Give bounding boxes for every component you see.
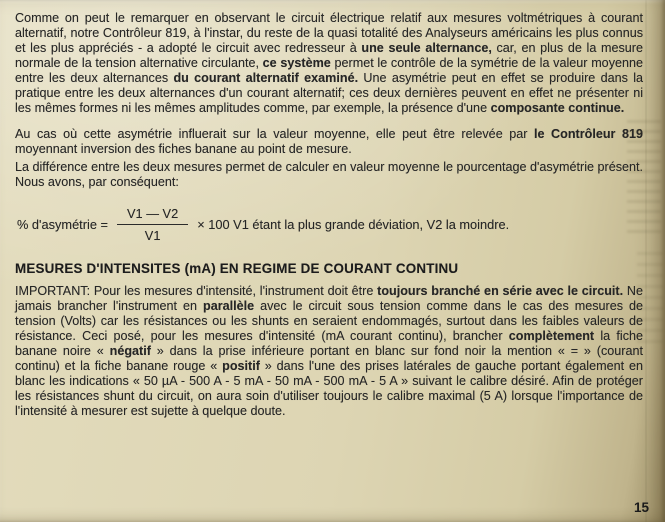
- text-segment-bold: ce système: [262, 56, 331, 70]
- formula-lhs: % d'asymétrie =: [17, 217, 108, 232]
- text-segment-bold: le Contrôleur 819: [534, 127, 643, 141]
- text-segment: » dans la prise inférieure portant en blanc sur fond noir la mention « = » (courant continu) et la fiche banane rouge «: [15, 344, 643, 373]
- text-segment: car, en plus de la mesure normale de la tension alternative circulante,: [15, 41, 644, 70]
- text-segment: Ne jamais brancher l'instrument en: [15, 284, 643, 313]
- text-segment-bold: une seule alternance,: [361, 41, 492, 55]
- text-segment: Au cas où cette asymétrie influerait sur la valeur moyenne, elle peut être relevée par: [15, 127, 534, 141]
- page-crease: [645, 0, 647, 522]
- text-segment-bold: négatif: [109, 344, 151, 358]
- text-segment: la fiche banane noire «: [15, 329, 644, 358]
- text-segment: Comme on peut le remarquer en observant le circuit électrique relatif aux mesures voltmétriques à courant alternatif, notre Contrôleur 819, à l'instar, du reste de la quasi totalité des Analyseurs américains les plus connus et les plus appréciés - a adopté le circuit avec redresseur à: [15, 11, 643, 55]
- text-segment: IMPORTANT: Pour les mesures d'intensité, l'instrument doit être: [15, 284, 378, 298]
- text-segment: avec le circuit sous tension comme dans le cas des mesures de tension (Volts) car les résistances ou les shunts en seraient endommagés, surtout dans les faibles valeurs de résistance. Ceci posé, pour les mesures d'intensité (mA courant continu), brancher: [15, 299, 643, 343]
- text-segment: permet le contrôle de la symétrie de la valeur moyenne entre les deux alternances: [15, 56, 644, 85]
- text-segment: La différence entre les deux mesures permet de calculer en valeur moyenne le pourcentage d'asymétrie présent. Nous avons, par conséquent:: [15, 160, 644, 189]
- asymmetry-formula: [17, 206, 643, 243]
- text-segment: moyennant inversion des fiches banane au point de mesure.: [15, 142, 352, 156]
- text-segment-bold: toujours branché en série avec le circuit.: [377, 284, 624, 298]
- paragraph-important-dc-current: [15, 284, 643, 419]
- formula-fraction: [117, 206, 188, 243]
- page-content: [15, 11, 643, 419]
- text-segment-bold: parallèle: [203, 299, 255, 313]
- section-heading: MESURES D'INTENSITES (mA) EN REGIME DE COURANT CONTINU: [15, 261, 459, 276]
- text-segment-bold: composante continue.: [490, 101, 625, 115]
- paragraph-difference: [15, 160, 643, 190]
- text-segment: » dans l'une des prises latérales de gauche portant également en blanc les indications « 50 µA - 500 A - 5 mA - 50 mA - 500 mA - 5 A » suivant le calibre désiré. Afin de protéger les résistances shunt du circuit, on aura soin d'utiliser toujours le calibre maximal (5 A) lorsque l'importance de l'intensité à mesurer est sujette à quelque doute.: [15, 359, 643, 418]
- page-number: 15: [633, 500, 649, 515]
- text-segment-bold: positif: [222, 359, 260, 373]
- formula-rhs: × 100 V1 étant la plus grande déviation, V2 la moindre.: [197, 217, 510, 232]
- formula-numerator: V1 — V2: [117, 206, 188, 225]
- text-segment-bold: du courant alternatif examiné.: [173, 71, 359, 85]
- text-segment: Une asymétrie peut en effet se produire dans la pratique entre les deux alternances d'un courant alternatif; ces deux dernières peuvent en effet ne présenter ni les mêmes formes ni les mêmes amplitudes comme, par exemple, la présence d'une: [15, 71, 644, 115]
- paragraph-asymmetry-reading: [15, 127, 643, 157]
- formula-denominator: V1: [144, 228, 161, 243]
- text-segment-bold: complètement: [508, 329, 595, 343]
- paragraph-ac-voltage-measures: [15, 11, 643, 116]
